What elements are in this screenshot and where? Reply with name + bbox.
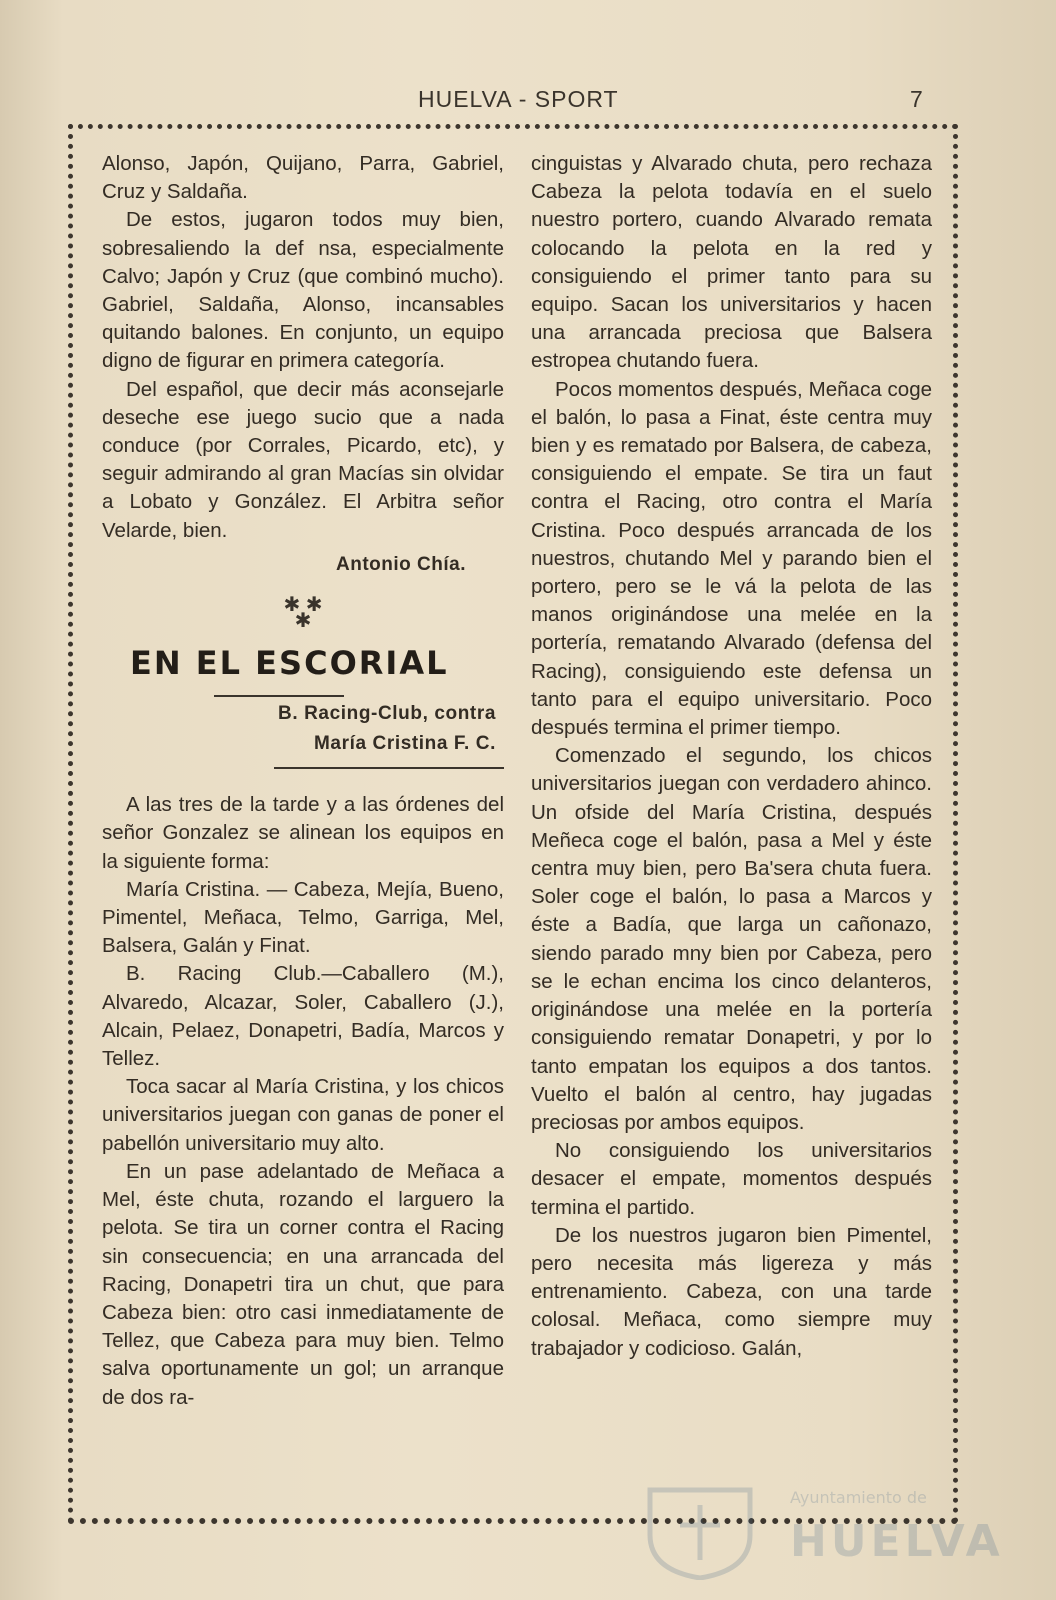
author-signature: Antonio Chía. <box>336 553 466 575</box>
article-subtitle: María Cristina F. C. <box>314 733 496 755</box>
divider-rule <box>214 695 344 697</box>
article-subtitle: B. Racing-Club, contra <box>278 703 496 725</box>
paragraph: Pocos momentos después, Meñaca coge el balón, lo pasa a Finat, éste centra muy bien y es rematado por Balsera, de cabeza, consiguiendo el empate. Se tira un faut contra el Racing, otro contra el María Cristina. Poco después arrancada de los nuestros, chutando Mel y parando bien el portero, pero se le vá la pelota de las manos originándose una melée en la portería, rematando Alvarado (defensa del Racing), consiguiendo este defensa un tanto para el equipo universitario. Poco después termina el primer tiempo. <box>531 377 932 740</box>
paragraph: Comenzado el segundo, los chicos universitarios juegan con verdadero ahinco. Un ofside del María Cristina, después Meñeca coge el balón, pasa a Mel y éste centra muy bien, pero Ba'sera chuta fuera. Soler coge el balón, lo pasa a Marcos y éste a Badía, que larga un cañonazo, siendo parado mny bien por Cabeza, pero se le echan encima los cinco delanteros, originándose una melée en la portería consiguiendo rematar Donapetri, y por lo tanto empatan los equipos a dos tantos. Vuelto el balón al centro, hay jugadas preciosas por ambos equipos. <box>531 744 932 1134</box>
page-number: 7 <box>910 86 924 112</box>
page-header <box>0 84 1056 120</box>
paragraph: cinguistas y Alvarado chuta, pero rechaza Cabeza la pelota todavía en el suelo nuestro portero, cuando Alvarado remata colocando la pelota en la red y consiguiendo el primer tanto para su equipo. Sacan los universitarios y hacen una arrancada preciosa que Balsera estropea chutando fuera. <box>531 152 932 373</box>
paragraph: Alonso, Japón, Quijano, Parra, Gabriel, Cruz y Saldaña. <box>102 152 504 204</box>
paragraph: Del español, que decir más aconsejarle deseche ese juego sucio que a nada conduce (por Corrales, Picardo, etc), y seguir admirando al gran Macías sin olvidar a Lobato y González. El Arbitra señor Velarde, bien. <box>102 377 504 542</box>
divider-rule <box>274 767 504 769</box>
archive-watermark <box>640 1480 1004 1580</box>
publication-title: HUELVA - SPORT <box>418 86 619 112</box>
asterism-divider: ✱ ✱ ✱ <box>283 594 323 633</box>
watermark-text: HUELVA <box>790 1516 1004 1567</box>
right-column <box>531 150 932 1363</box>
paragraph: No consiguiendo los universitarios desacer el empate, momentos después termina el partido. <box>531 1139 932 1219</box>
watermark-caption: Ayuntamiento de <box>790 1488 927 1507</box>
left-column <box>102 150 504 1412</box>
paragraph: En un pase adelantado de Meñaca a Mel, éste chuta, rozando el larguero la pelota. Se tira un corner contra el Racing sin consecuencia; en una arrancada del Racing, Donapetri tira un chut, que para Cabeza bien: otro casi inmediatamente de Tellez, que Cabeza para muy bien. Telmo salva oportunamente un gol; un arranque de dos ra- <box>102 1159 504 1409</box>
article-headline: EN EL ESCORIAL <box>130 644 449 683</box>
paragraph: María Cristina. — Cabeza, Mejía, Bueno, Pimentel, Meñaca, Telmo, Garriga, Mel, Balsera, Galán y Finat. <box>102 877 504 958</box>
city-shield-icon <box>640 1480 760 1580</box>
paragraph: De estos, jugaron todos muy bien, sobresaliendo la def nsa, especialmente Calvo; Japón y Cruz (que combinó mucho). Gabriel, Saldaña, Alonso, incansables quitando balones. En conjunto, un equipo digno de figurar en primera categoría. <box>102 208 504 373</box>
paragraph: A las tres de la tarde y a las órdenes del señor Gonzalez se alinean los equipos en la siguiente forma: <box>102 793 504 873</box>
paragraph: De los nuestros jugaron bien Pimentel, pero necesita más ligereza y más entrenamiento. Cabeza, con una tarde colosal. Meñaca, como siempre muy trabajador y codicioso. Galán, <box>531 1223 932 1360</box>
paragraph: Toca sacar al María Cristina, y los chicos universitarios juegan con ganas de poner el pabellón universitario muy alto. <box>102 1075 504 1155</box>
paragraph: B. Racing Club.—Caballero (M.), Alvaredo, Alcazar, Soler, Caballero (J.), Alcain, Pelaez, Donapetri, Badía, Marcos y Tellez. <box>102 962 504 1071</box>
